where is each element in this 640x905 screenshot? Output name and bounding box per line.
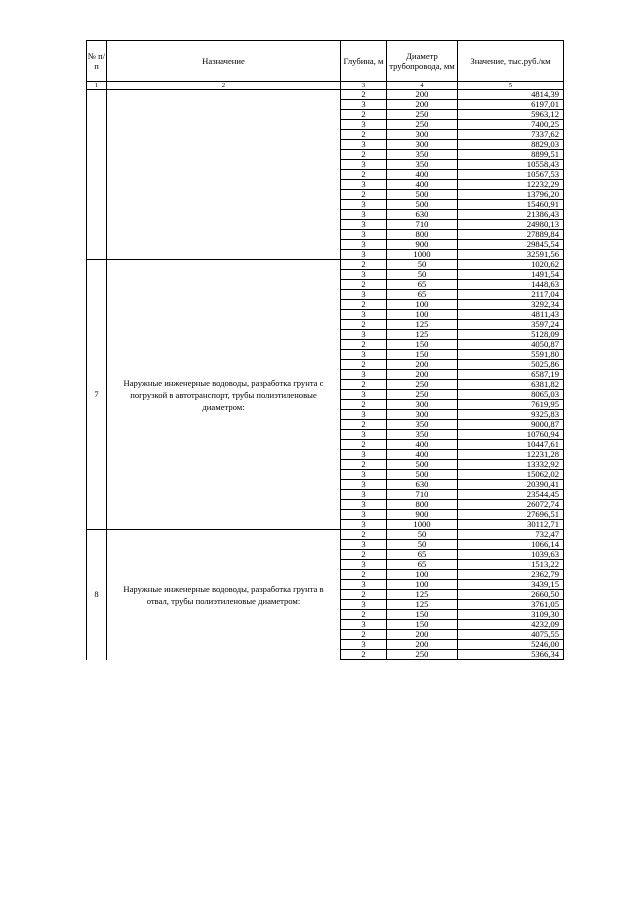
value-cell: 5963,12 (458, 110, 564, 120)
diameter-cell: 300 (387, 140, 458, 150)
diameter-cell: 800 (387, 230, 458, 240)
depth-cell: 2 (341, 300, 387, 310)
diameter-cell: 150 (387, 620, 458, 630)
depth-cell: 2 (341, 440, 387, 450)
diameter-cell: 500 (387, 200, 458, 210)
diameter-cell: 900 (387, 510, 458, 520)
value-cell: 27696,51 (458, 510, 564, 520)
value-cell: 20390,41 (458, 480, 564, 490)
diameter-cell: 1000 (387, 520, 458, 530)
depth-cell: 2 (341, 90, 387, 100)
depth-cell: 2 (341, 360, 387, 370)
depth-cell: 3 (341, 580, 387, 590)
diameter-cell: 710 (387, 490, 458, 500)
diameter-cell: 50 (387, 270, 458, 280)
value-cell: 3109,30 (458, 610, 564, 620)
section-number (87, 90, 107, 260)
depth-cell: 3 (341, 330, 387, 340)
header-diameter: Диаметр трубопровода, мм (387, 41, 458, 82)
value-cell: 2660,50 (458, 590, 564, 600)
depth-cell: 2 (341, 170, 387, 180)
depth-cell: 2 (341, 550, 387, 560)
depth-cell: 3 (341, 370, 387, 380)
value-cell: 10567,53 (458, 170, 564, 180)
table-row (87, 90, 564, 100)
value-cell: 6587,19 (458, 370, 564, 380)
depth-cell: 2 (341, 190, 387, 200)
diameter-cell: 100 (387, 580, 458, 590)
value-cell: 13796,20 (458, 190, 564, 200)
depth-cell: 3 (341, 390, 387, 400)
diameter-cell: 630 (387, 210, 458, 220)
depth-cell: 3 (341, 210, 387, 220)
value-cell: 29845,54 (458, 240, 564, 250)
diameter-cell: 100 (387, 570, 458, 580)
value-cell: 32591,56 (458, 250, 564, 260)
value-cell: 15062,02 (458, 470, 564, 480)
diameter-cell: 300 (387, 410, 458, 420)
price-table (86, 40, 564, 660)
value-cell: 5591,80 (458, 350, 564, 360)
value-cell: 6197,01 (458, 100, 564, 110)
depth-cell: 3 (341, 450, 387, 460)
depth-cell: 2 (341, 320, 387, 330)
column-number: 1 (87, 82, 107, 90)
value-cell: 1039,63 (458, 550, 564, 560)
column-number-row (87, 82, 564, 90)
diameter-cell: 65 (387, 560, 458, 570)
value-cell: 13332,92 (458, 460, 564, 470)
value-cell: 1020,62 (458, 260, 564, 270)
value-cell: 10447,61 (458, 440, 564, 450)
depth-cell: 2 (341, 280, 387, 290)
section-title: Наружные инженерные водоводы, разработка грунта с погрузкой в автотранспорт, трубы полиэтиленовые диаметром: (107, 260, 341, 530)
depth-cell: 3 (341, 310, 387, 320)
table-row (87, 530, 564, 540)
value-cell: 1491,54 (458, 270, 564, 280)
depth-cell: 3 (341, 410, 387, 420)
diameter-cell: 125 (387, 590, 458, 600)
diameter-cell: 250 (387, 390, 458, 400)
diameter-cell: 50 (387, 260, 458, 270)
diameter-cell: 200 (387, 370, 458, 380)
diameter-cell: 710 (387, 220, 458, 230)
value-cell: 5366,34 (458, 650, 564, 660)
diameter-cell: 500 (387, 460, 458, 470)
diameter-cell: 200 (387, 90, 458, 100)
diameter-cell: 250 (387, 650, 458, 660)
value-cell: 27889,84 (458, 230, 564, 240)
depth-cell: 3 (341, 640, 387, 650)
value-cell: 2362,79 (458, 570, 564, 580)
diameter-cell: 200 (387, 100, 458, 110)
section-number: 8 (87, 530, 107, 660)
diameter-cell: 100 (387, 310, 458, 320)
diameter-cell: 350 (387, 430, 458, 440)
depth-cell: 2 (341, 630, 387, 640)
diameter-cell: 200 (387, 360, 458, 370)
diameter-cell: 350 (387, 150, 458, 160)
diameter-cell: 125 (387, 330, 458, 340)
diameter-cell: 250 (387, 380, 458, 390)
depth-cell: 3 (341, 200, 387, 210)
diameter-cell: 65 (387, 280, 458, 290)
column-number: 4 (387, 82, 458, 90)
value-cell: 26072,74 (458, 500, 564, 510)
depth-cell: 3 (341, 430, 387, 440)
diameter-cell: 400 (387, 440, 458, 450)
depth-cell: 3 (341, 470, 387, 480)
value-cell: 4814,39 (458, 90, 564, 100)
depth-cell: 2 (341, 570, 387, 580)
diameter-cell: 300 (387, 130, 458, 140)
depth-cell: 2 (341, 590, 387, 600)
value-cell: 7400,25 (458, 120, 564, 130)
diameter-cell: 1000 (387, 250, 458, 260)
section-number: 7 (87, 260, 107, 530)
value-cell: 4075,55 (458, 630, 564, 640)
value-cell: 23544,45 (458, 490, 564, 500)
depth-cell: 2 (341, 340, 387, 350)
diameter-cell: 250 (387, 120, 458, 130)
depth-cell: 3 (341, 620, 387, 630)
depth-cell: 3 (341, 240, 387, 250)
diameter-cell: 400 (387, 180, 458, 190)
column-number: 5 (458, 82, 564, 90)
depth-cell: 2 (341, 420, 387, 430)
depth-cell: 2 (341, 110, 387, 120)
value-cell: 9000,87 (458, 420, 564, 430)
value-cell: 8899,51 (458, 150, 564, 160)
table-row (87, 260, 564, 270)
value-cell: 12231,28 (458, 450, 564, 460)
diameter-cell: 100 (387, 300, 458, 310)
value-cell: 4050,87 (458, 340, 564, 350)
value-cell: 7337,62 (458, 130, 564, 140)
diameter-cell: 500 (387, 470, 458, 480)
diameter-cell: 150 (387, 340, 458, 350)
value-cell: 1513,22 (458, 560, 564, 570)
depth-cell: 3 (341, 500, 387, 510)
value-cell: 3439,15 (458, 580, 564, 590)
value-cell: 7619,95 (458, 400, 564, 410)
value-cell: 5128,09 (458, 330, 564, 340)
diameter-cell: 500 (387, 190, 458, 200)
depth-cell: 3 (341, 120, 387, 130)
value-cell: 10558,43 (458, 160, 564, 170)
depth-cell: 3 (341, 140, 387, 150)
depth-cell: 3 (341, 220, 387, 230)
depth-cell: 3 (341, 350, 387, 360)
value-cell: 2117,04 (458, 290, 564, 300)
diameter-cell: 200 (387, 640, 458, 650)
diameter-cell: 150 (387, 350, 458, 360)
diameter-cell: 125 (387, 320, 458, 330)
diameter-cell: 900 (387, 240, 458, 250)
depth-cell: 3 (341, 560, 387, 570)
value-cell: 15460,91 (458, 200, 564, 210)
depth-cell: 2 (341, 650, 387, 660)
section-title (107, 90, 341, 260)
header-number: № п/п (87, 41, 107, 82)
value-cell: 732,47 (458, 530, 564, 540)
value-cell: 30112,71 (458, 520, 564, 530)
header-value: Значение, тыс.руб./км (458, 41, 564, 82)
depth-cell: 3 (341, 490, 387, 500)
header-depth: Глубина, м (341, 41, 387, 82)
diameter-cell: 350 (387, 420, 458, 430)
diameter-cell: 300 (387, 400, 458, 410)
diameter-cell: 200 (387, 630, 458, 640)
value-cell: 8829,03 (458, 140, 564, 150)
value-cell: 5025,86 (458, 360, 564, 370)
value-cell: 12232,29 (458, 180, 564, 190)
depth-cell: 2 (341, 260, 387, 270)
depth-cell: 3 (341, 600, 387, 610)
depth-cell: 3 (341, 540, 387, 550)
depth-cell: 3 (341, 480, 387, 490)
value-cell: 5246,00 (458, 640, 564, 650)
column-number: 2 (107, 82, 341, 90)
depth-cell: 2 (341, 460, 387, 470)
diameter-cell: 800 (387, 500, 458, 510)
section-title: Наружные инженерные водоводы, разработка грунта в отвал, трубы полиэтиленовые диаметром: (107, 530, 341, 660)
value-cell: 1066,14 (458, 540, 564, 550)
header-purpose: Назначение (107, 41, 341, 82)
diameter-cell: 50 (387, 530, 458, 540)
value-cell: 3292,34 (458, 300, 564, 310)
depth-cell: 3 (341, 520, 387, 530)
value-cell: 3761,05 (458, 600, 564, 610)
diameter-cell: 50 (387, 540, 458, 550)
depth-cell: 3 (341, 270, 387, 280)
value-cell: 4811,43 (458, 310, 564, 320)
depth-cell: 3 (341, 100, 387, 110)
value-cell: 9325,83 (458, 410, 564, 420)
depth-cell: 2 (341, 530, 387, 540)
value-cell: 3597,24 (458, 320, 564, 330)
depth-cell: 2 (341, 130, 387, 140)
value-cell: 8065,03 (458, 390, 564, 400)
depth-cell: 2 (341, 400, 387, 410)
diameter-cell: 150 (387, 610, 458, 620)
depth-cell: 3 (341, 250, 387, 260)
depth-cell: 3 (341, 230, 387, 240)
depth-cell: 2 (341, 610, 387, 620)
diameter-cell: 630 (387, 480, 458, 490)
value-cell: 6381,82 (458, 380, 564, 390)
diameter-cell: 250 (387, 110, 458, 120)
depth-cell: 3 (341, 180, 387, 190)
value-cell: 1448,63 (458, 280, 564, 290)
diameter-cell: 125 (387, 600, 458, 610)
depth-cell: 3 (341, 510, 387, 520)
diameter-cell: 350 (387, 160, 458, 170)
value-cell: 4232,09 (458, 620, 564, 630)
diameter-cell: 400 (387, 450, 458, 460)
header-row (87, 41, 564, 82)
depth-cell: 2 (341, 380, 387, 390)
diameter-cell: 65 (387, 290, 458, 300)
depth-cell: 3 (341, 290, 387, 300)
diameter-cell: 65 (387, 550, 458, 560)
table-body (87, 41, 564, 660)
diameter-cell: 400 (387, 170, 458, 180)
value-cell: 10760,94 (458, 430, 564, 440)
depth-cell: 2 (341, 150, 387, 160)
value-cell: 21386,43 (458, 210, 564, 220)
value-cell: 24980,13 (458, 220, 564, 230)
depth-cell: 3 (341, 160, 387, 170)
column-number: 3 (341, 82, 387, 90)
